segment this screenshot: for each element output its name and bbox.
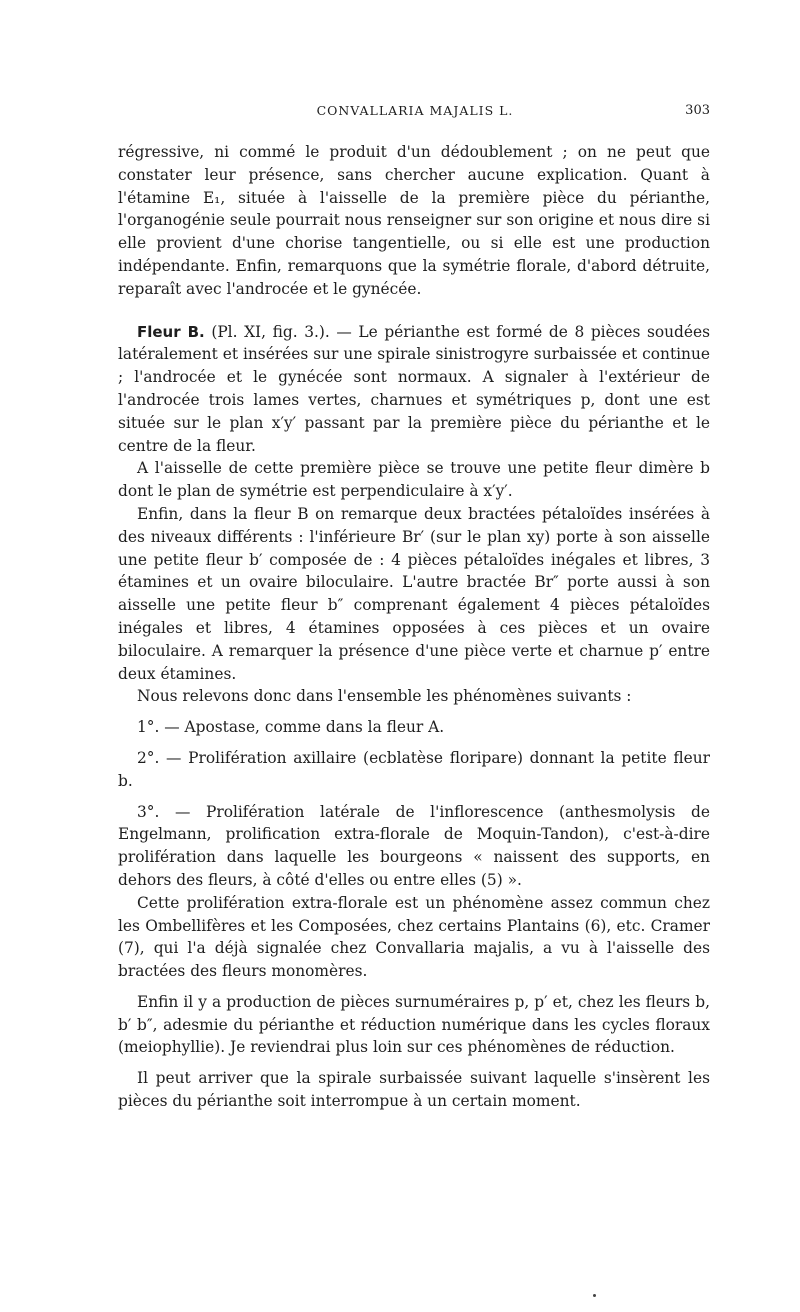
page-header xyxy=(120,103,710,127)
paragraph-spirale: Il peut arriver que la spirale surbaissée suivant laquelle s'insèrent les pièces du périanthe soit interrompue à un certain moment. xyxy=(118,1069,710,1111)
paragraph-continuation: régressive, ni commé le produit d'un dédoublement ; on ne peut que constater leur présence, sans chercher aucune explication. Quant à l'étamine E₁, située à l'aisselle de la première pièce du périanthe, l'organogénie seule pourrait nous renseigner sur son origine et nous dire si elle provient d'une chorise tangentielle, ou si elle est une production indépendante. Enfin, remarquons que la symétrie florale, d'abord détruite, reparaît avec l'androcée et le gynécée. xyxy=(118,143,710,298)
paragraph-bractees: Enfin, dans la fleur B on remarque deux bractées pétaloïdes insérées à des niveaux différents : l'inférieure Br′ (sur le plan xy) porte à son aisselle une petite fleur b′ composée de : 4 pièces pétaloïdes inégales et libres, 3 étamines et un ovaire biloculaire. L'autre bractée Br″ porte aussi à son aisselle une petite fleur b″ comprenant également 4 pièces pétaloïdes inégales et libres, 4 étamines opposées à ces pièces et un ovaire biloculaire. A remarquer la présence d'une pièce verte et charnue p′ entre deux étamines. xyxy=(118,504,710,683)
print-speck xyxy=(593,1294,596,1297)
list-item-3: 3°. — Prolifération latérale de l'inflorescence (anthesmolysis de Engelmann, prolification extra-florale de Moquin-Tandon), c'est-à-dire prolifération dans laquelle les bourgeons « naissent des supports, en dehors des fleurs, à côté d'elles ou entre elles (5) ». xyxy=(118,802,710,889)
body-text xyxy=(118,141,710,1113)
paragraph-aisselle: A l'aisselle de cette première pièce se trouve une petite fleur dimère b dont le plan de symétrie est perpendiculaire à x′y′. xyxy=(118,459,710,501)
page-number: 303 xyxy=(685,103,710,118)
paragraph-proliferation: Cette prolifération extra-florale est un phénomène assez commun chez les Ombellifères et les Composées, chez certains Plantains (6), etc. Cramer (7), qui l'a déjà signalée chez Convallaria majalis, a vu à l'aisselle des bractées des fleurs monomères. xyxy=(118,893,710,981)
running-title: CONVALLARIA MAJALIS L. xyxy=(316,103,514,118)
list-item-2: 2°. — Prolifération axillaire (ecblatèse floripare) donnant la petite fleur b. xyxy=(118,748,710,790)
paragraph-phenomenes-intro: Nous relevons donc dans l'ensemble les phénomènes suivants : xyxy=(137,687,632,706)
section-lead-fleur-b: Fleur B. xyxy=(137,322,205,341)
list-item-1: 1°. — Apostase, comme dans la fleur A. xyxy=(137,718,445,737)
paragraph-fleur-b: Fleur B. (Pl. XI, fig. 3.). — Le périanthe est formé de 8 pièces soudées latéralement et insérées sur une spirale sinistrogyre surbaissée et continue ; l'androcée et le gynécée sont normaux. A signaler à l'extérieur de l'androcée trois lames vertes, charnues et symétriques p, dont une est située sur le plan x′y′ passant par la première pièce du périanthe et le centre de la fleur. xyxy=(118,322,710,455)
paragraph-surnumeraires: Enfin il y a production de pièces surnuméraires p, p′ et, chez les fleurs b, b′ b″, adesmie du périanthe et réduction numérique dans les cycles floraux (meiophyllie). Je reviendrai plus loin sur ces phénomènes de réduction. xyxy=(118,992,710,1057)
